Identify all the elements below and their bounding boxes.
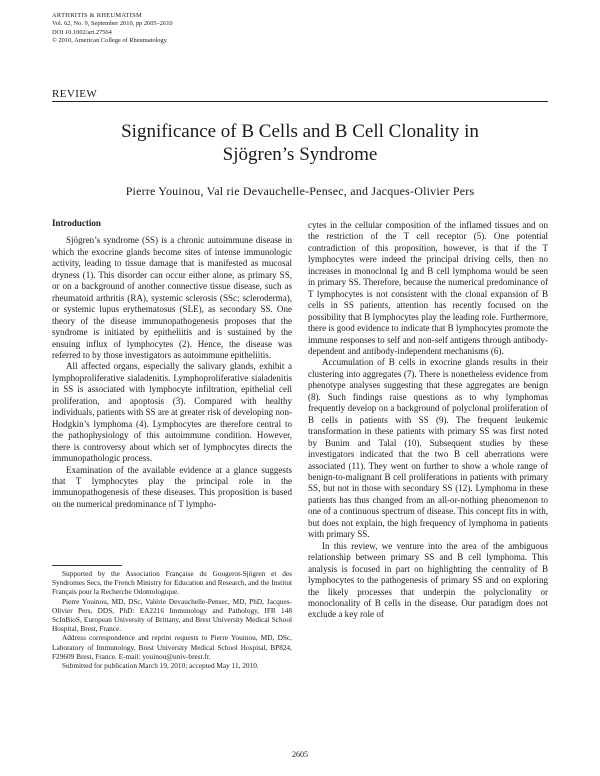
article-title	[52, 120, 548, 166]
footnotes	[52, 569, 292, 670]
body-paragraph: In this review, we venture into the area of the ambiguous relationship between primary SS and B cell lymphoma. This analysis is focused in part on highlighting the centrality of B lymphocytes to the pathogenesis of primary SS and on exploring the likely processes that underpin the polyclonality or monoclonality of B cells in the disease. Our paradigm does not exclude a key role of	[308, 540, 548, 620]
body-paragraph: Accumulation of B cells in exocrine glands results in their clustering into aggregates (7). There is nonetheless evidence from phenotype analyses suggesting that these aggregates are benign (8). Such findings raise questions as to why lymphomas frequently develop on a background of polyclonal proliferation of B cells in patients with SS (9). The frequent leukemic transformation in these patients with primary SS was first noted by Bunim and Talal (10). Subsequent studies by these investigators indicated that the two B cell aberrations were associated (11). They went on further to show a whole range of benign-to-malignant B cell proliferations in patients with primary SS, but not in those with secondary SS (12). Lymphoma in these patients has thus changed from an all-or-nothing phenomenon to one of a continuous spectrum of disease. This concept fits in with, but does not explain, the high frequency of lymphoma in patients with primary SS.	[308, 357, 548, 540]
body-paragraph: cytes in the cellular composition of the inflamed tissues and on the restriction of the T cell receptor (5). One potential contradiction of this proposition, however, is that if the T lymphocytes were indeed the principal driving cells, then no increases in monoclonal Ig and B cell lymphoma would be seen in primary SS. Therefore, because the numerical predominance of T lymphocytes is not consistent with the clonal expansion of B cells in SS patients, attention has recently focused on the possibility that B lymphocytes play the leading role. Furthermore, there is good evidence to indicate that B lymphocytes promote the immune responses to self and non-self antigens through antibody-dependent and antibody-independent mechanisms (6).	[308, 220, 548, 356]
footnote: Submitted for publication March 19, 2010; accepted May 11, 2010.	[62, 661, 259, 671]
footnote: Address correspondence and reprint requests to Pierre Youinou, MD, DSc, Laboratory of Immunology, Brest University Medical School Hospital, BP824, F29609 Brest, France. E-mail: youinou@univ-brest.fr.	[52, 633, 292, 661]
section-label: REVIEW	[52, 88, 98, 100]
page-number: 2605	[292, 750, 308, 759]
title-line-1: Significance of B Cells and B Cell Clonality in	[121, 121, 479, 142]
intro-heading: Introduction	[52, 218, 101, 228]
volume-line: Vol. 62, No. 9, September 2010, pp 2605–2610	[52, 20, 173, 28]
right-column	[308, 220, 548, 621]
author-list: Pierre Youinou, Val rie Devauchelle-Pensec, and Jacques-Olivier Pers	[125, 184, 475, 198]
body-paragraph: Examination of the available evidence at a glance suggests that T lymphocytes play the principal role in the immunopathogenesis of these diseases. This proposition is based on the numerical predominance of T lympho-	[52, 464, 292, 509]
title-line-2: Sjögren’s Syndrome	[222, 144, 378, 165]
copyright-line: © 2010, American College of Rheumatology	[52, 36, 167, 44]
header-rule	[52, 101, 548, 102]
journal-name: ARTHRITIS & RHEUMATISM	[52, 12, 143, 19]
footnote: Pierre Youinou, MD, DSc, Valérie Devauchelle-Pensec, MD, PhD, Jacques-Olivier Pers, DDS, PhD: EA2216 Immunology and Pathology, IFR 148 ScInBioS, European University of Brittany, and Brest University Medical School Hospital, Brest, France.	[52, 596, 292, 634]
footnote-rule	[52, 565, 122, 566]
footnote: Supported by the Association Française du Gougerot-Sjögren et des Syndromes Secs, the French Ministry for Education and Research, and the Institut Français pour la Recherche Odontologique.	[52, 569, 292, 597]
body-paragraph: All affected organs, especially the salivary glands, exhibit a lymphoproliferative sialadenitis. Lymphoproliferative sialadenitis in SS is associated with lymphocyte infiltration, epithelial cell proliferation, and apoptosis (3). Compared with healthy individuals, patients with SS are at greater risk of developing non-Hodgkin’s lymphoma (4). Lymphocytes are therefore central to the pathophysiology of this autoimmune condition. However, there is controversy about which set of lymphocytes directs the immunopathologic process.	[52, 361, 292, 464]
body-paragraph: Sjögren’s syndrome (SS) is a chronic autoimmune disease in which the exocrine glands become sites of intense immunologic activity, leading to tissue damage that is manifested as mucosal dryness (1). This disorder can occur either alone, as primary SS, or on a background of another connective tissue disease, such as rheumatoid arthritis (RA), systemic sclerosis (SSc; scleroderma), or systemic lupus erythematosus (SLE), as secondary SS. One theory of the disease immunopathogenesis proposes that the syndrome is initiated by epitheliitis and is sustained by the ensuing influx of lymphocytes (2). Hence, the disease was referred to by those investigators as autoimmune epitheliitis.	[52, 235, 292, 360]
left-column	[52, 218, 292, 510]
journal-header	[52, 12, 173, 45]
doi-line: DOI 10.1002/art.27564	[52, 28, 112, 36]
